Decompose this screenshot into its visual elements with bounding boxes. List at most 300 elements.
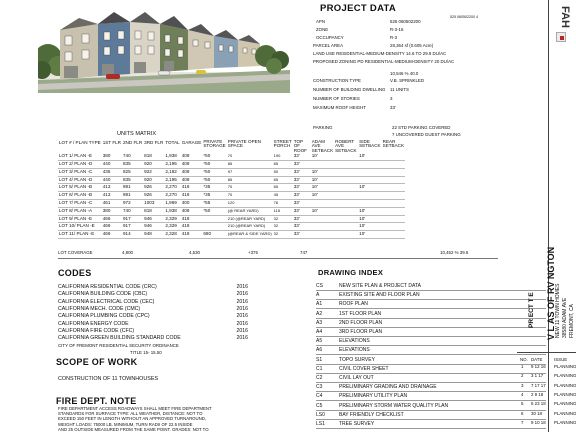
revision-issue: PLANNING — [554, 401, 576, 407]
table-cell: 33' — [293, 215, 300, 221]
table-cell: 408 — [181, 168, 190, 174]
revision-table — [517, 352, 576, 432]
revision-no: 1 — [521, 364, 524, 369]
sheet-title: TREE SURVEY — [339, 421, 375, 427]
table-cell — [334, 192, 358, 200]
sheet-title: PRELIMINARY UTILITY PLAN — [339, 393, 408, 400]
project-sub-3: FREMONT, CA — [569, 304, 575, 338]
table-cell: 10' — [359, 153, 366, 159]
project-name: V L AS OF RV NGTON — [546, 246, 556, 340]
table-cell — [334, 215, 358, 223]
table-cell: 926 — [144, 184, 152, 190]
table-row — [58, 200, 405, 208]
table-cell: 70 — [227, 153, 233, 159]
table-cell — [382, 231, 405, 239]
revision-date: 9 12 16 — [531, 364, 546, 369]
code-name: CALIFORNIA MECH. CODE (CMC) — [58, 305, 141, 312]
table-cell: 408 — [181, 176, 190, 182]
city-ordinance-line-1: CITY OF FREMONT RESIDENTIAL SECURITY ORDINANCE — [58, 343, 179, 348]
sheet-number: C2 — [316, 375, 323, 381]
apn-value-2: 525 060502200 4 — [450, 15, 478, 19]
table-cell: 946 — [144, 215, 152, 221]
sheet-number: S1 — [316, 356, 323, 363]
row-divider — [316, 299, 546, 300]
table-cell: 461 — [102, 200, 111, 205]
construction-type-value: V.B. SPRINKLED — [390, 78, 425, 83]
table-cell: *50 — [203, 161, 211, 167]
table-cell: 10' — [311, 207, 318, 213]
fire-note-line: EXCEED 150 FEET IN LENGTH WITHOUT AN APPROVED TURNAROUND, — [58, 416, 207, 422]
table-cell — [382, 153, 405, 160]
table-cell: 972 — [123, 200, 131, 205]
dwellings-value: 11 UNITS — [390, 87, 409, 92]
table-row — [58, 215, 405, 223]
table-cell: 210 (@REAR YARD) — [227, 223, 266, 229]
revision-no: 5 — [521, 401, 524, 407]
table-cell: 408 — [181, 153, 190, 159]
drawing-index-item — [316, 421, 546, 431]
table-cell: 33' — [293, 223, 300, 229]
table-cell: LOT 8/ PLAN -A — [59, 207, 93, 213]
header-cell: SIDE SETBACK — [359, 139, 381, 149]
table-cell: 32 — [273, 215, 279, 221]
sheet-number: A4 — [316, 329, 323, 335]
codes-title: CODES — [58, 268, 92, 278]
sheet-number: LS0 — [316, 411, 325, 418]
code-year: 2016 — [236, 284, 248, 290]
table-cell: 917 — [123, 215, 131, 221]
table-cell: 948 — [144, 231, 152, 237]
table-cell: 33' — [293, 176, 300, 182]
code-year: 2016 — [236, 305, 248, 312]
header-cell: LOT # / PLAN TYPE — [59, 140, 101, 145]
revision-date: 5 23 18 — [531, 401, 546, 407]
revision-issue: PLANNING — [554, 391, 576, 397]
table-cell — [334, 153, 358, 160]
table-cell — [334, 207, 358, 215]
table-cell — [358, 168, 381, 176]
land-use-line: LAND USE RESIDENTIAL-MEDIUM-DENSITY 14.6 TO 29.9 DU/AC — [313, 51, 447, 56]
table-row — [58, 153, 405, 160]
table-cell: 818 — [144, 207, 152, 213]
table-cell: 33' — [293, 153, 300, 159]
table-cell: *55 — [203, 200, 211, 205]
code-item — [58, 321, 248, 328]
table-cell: 2,329 — [165, 215, 177, 221]
row-divider — [316, 318, 546, 319]
coverage-ratio: 10,452 % 39.6 — [440, 250, 469, 255]
sheet-title: TOPO SURVEY — [339, 356, 375, 363]
code-name: CALIFORNIA ENERGY CODE — [58, 320, 129, 327]
table-cell: 891 — [123, 184, 131, 190]
table-cell: 1003 — [144, 200, 155, 205]
occupancy-value: R-3 — [390, 35, 398, 40]
sheet-title: 2ND FLOOR PLAN — [339, 319, 383, 326]
table-cell: LOT 3/ PLAN -C — [59, 168, 93, 174]
table-cell — [311, 215, 334, 223]
code-item — [58, 299, 248, 306]
table-cell: 400 — [181, 200, 190, 205]
sheet-number: A1 — [316, 301, 323, 308]
table-cell: 10' — [311, 153, 318, 159]
row-divider — [316, 373, 546, 374]
table-cell: 2,195 — [165, 161, 177, 167]
table-cell: 115 — [273, 207, 281, 213]
table-cell: 466 — [102, 223, 111, 229]
code-name: CALIFORNIA GREEN BUILDING STANDARD CODE — [58, 335, 181, 342]
sheet-number: A5 — [316, 338, 323, 345]
table-cell: 33' — [293, 161, 300, 167]
code-year: 2016 — [236, 320, 248, 327]
table-cell: 10' — [359, 231, 366, 237]
table-cell: 70 — [227, 192, 233, 198]
table-cell — [358, 176, 381, 184]
revision-no: 4 — [521, 391, 524, 397]
sheet-title: 1ST FLOOR PLAN — [339, 310, 382, 317]
table-cell — [382, 207, 405, 215]
row-divider — [316, 364, 546, 365]
table-cell: 946 — [144, 223, 152, 229]
table-cell: LOT 1/ PLAN -E — [59, 153, 93, 159]
code-year: 2016 — [236, 327, 248, 334]
coverage-porch: 747 — [300, 250, 308, 255]
project-sub-1: NEW 11 TOWN HOMES — [555, 283, 561, 338]
table-cell: 920 — [144, 161, 152, 167]
table-cell — [382, 184, 405, 192]
table-cell — [382, 200, 405, 208]
table-cell: 825 — [123, 168, 131, 174]
table-cell: 680 — [203, 231, 212, 237]
sheet-title: 3RD FLOOR PLAN — [339, 329, 383, 335]
sheet-number: CS — [316, 283, 323, 289]
header-cell: TOTAL — [165, 140, 180, 145]
table-cell — [334, 176, 358, 184]
table-cell: 914 — [123, 231, 131, 237]
table-cell: (@ REAR YARD) — [227, 207, 259, 213]
table-cell: 466 — [102, 231, 111, 237]
code-item — [58, 284, 248, 291]
sheet-number: C1 — [316, 365, 323, 372]
table-row — [58, 223, 405, 231]
code-name: CALIFORNIA RESIDENTIAL CODE (CRC) — [58, 284, 157, 290]
table-cell: 45 — [273, 192, 279, 198]
code-name: CALIFORNIA ELECTRICAL CODE (CEC) — [58, 298, 155, 305]
code-item — [58, 328, 248, 335]
table-cell: 190 — [273, 153, 281, 159]
table-cell: *50 — [203, 176, 211, 182]
sheet-number: A6 — [316, 347, 323, 354]
table-cell: 413 — [102, 184, 111, 190]
table-cell: 440 — [102, 176, 111, 182]
revision-issue: PLANNING — [554, 373, 576, 379]
revision-date: 9 10 18 — [531, 419, 546, 425]
stories-value: 3 — [390, 96, 393, 101]
project-sub-2: 38580 ADAM AVE — [562, 297, 568, 338]
table-cell — [334, 231, 358, 239]
revision-no: 2 — [521, 373, 524, 379]
header-cell: REAR SETBACK — [382, 139, 405, 149]
row-divider — [316, 290, 546, 291]
table-cell: 740 — [123, 207, 131, 213]
stories-label: NUMBER OF STORIES — [313, 96, 360, 101]
header-cell: PRIVATE STORAGE — [203, 139, 226, 149]
sheet-number: A2 — [316, 310, 323, 317]
code-item — [58, 291, 248, 298]
table-cell: 818 — [144, 153, 152, 159]
revision-no: 6 — [521, 410, 524, 416]
table-cell: 33' — [293, 200, 300, 205]
project-title-block — [520, 160, 576, 350]
units-matrix — [58, 140, 498, 239]
table-cell: 835 — [123, 161, 131, 167]
table-cell: 413 — [102, 192, 111, 198]
revision-date: 2 9 18 — [531, 391, 544, 397]
table-cell: 740 — [123, 153, 131, 159]
table-cell: LOT 6/ PLAN -B — [59, 192, 93, 198]
sheet-title: EXISTING SITE AND FLOOR PLAN — [339, 292, 420, 299]
table-cell: 418 — [181, 231, 190, 237]
sheet-title: NEW SITE PLAN & PROJECT DATA — [339, 283, 421, 289]
table-row — [58, 184, 405, 192]
revision-rows — [517, 364, 576, 432]
scope-text: CONSTRUCTION OF 11 TOWNHOUSES — [58, 376, 159, 382]
header-cell: STREET PORCH — [273, 139, 292, 149]
table-cell: 10' — [311, 176, 318, 182]
parcel-area-value: 28,364 sf (0.605 Acre) — [390, 43, 434, 48]
table-cell: *50 — [203, 168, 211, 174]
table-cell: 2,270 — [165, 192, 177, 198]
header-cell: TOP OF ROOF — [293, 139, 307, 153]
row-divider — [316, 400, 546, 401]
code-item — [58, 313, 248, 320]
sheet-number: C5 — [316, 402, 323, 409]
table-cell: 926 — [144, 192, 152, 198]
table-row — [58, 176, 405, 184]
table-cell: 65 — [273, 176, 279, 182]
project-data-title: PROJECT DATA — [320, 3, 397, 14]
table-cell: 97 — [227, 168, 233, 174]
sheet-title: CIVIL COVER SHEET — [339, 365, 389, 372]
sheet-title: BAY FRIENDLY CHECKLIST — [339, 411, 404, 418]
sheet-number: A — [316, 292, 320, 299]
code-name: CALIFORNIA PLUMBING CODE (CPC) — [58, 313, 150, 320]
table-cell — [334, 223, 358, 231]
sheet-number: C3 — [316, 384, 323, 391]
table-cell — [382, 215, 405, 223]
sheet-number: LS1 — [316, 421, 325, 427]
table-cell — [334, 184, 358, 192]
revision-issue: PLANNING — [554, 410, 576, 416]
table-cell: 33' — [293, 192, 300, 198]
code-name: CALIFORNIA BUILDING CODE (CBC) — [58, 291, 148, 298]
sheet-title: ELEVATIONS — [339, 338, 370, 345]
table-cell: (@REAR & SIDE YARD) — [227, 231, 272, 237]
table-cell: 418 — [181, 184, 190, 190]
firm-logo-accent — [560, 36, 564, 40]
table-cell: 418 — [181, 223, 190, 229]
sheet-title: PRELIMINARY GRADING AND DRAINAGE — [339, 384, 437, 391]
table-cell — [334, 168, 358, 176]
parcel-area-label: PARCEL AREA — [313, 43, 344, 48]
table-cell: 65 — [273, 161, 279, 167]
table-cell: LOT 7/ PLAN -C — [59, 200, 93, 205]
table-cell — [382, 176, 405, 184]
table-cell: 920 — [144, 176, 152, 182]
table-cell: 2,270 — [165, 184, 177, 190]
table-cell: 2,182 — [165, 168, 177, 174]
city-ordinance-line-2: TITLE 15- 15.50 — [130, 350, 162, 355]
table-cell: 2,329 — [165, 223, 177, 229]
fire-note-line: AND 25 OUTSIDE MEASURED FROM THE SAME POINT. GRADES: NOT TO — [58, 426, 209, 432]
project-rendering — [38, 0, 290, 93]
table-cell — [202, 223, 226, 231]
coverage-storage: +375 — [248, 250, 258, 255]
table-cell: LOT 2/ PLAN -D — [59, 161, 93, 167]
table-cell: *35 — [203, 184, 211, 190]
code-year: 2016 — [236, 298, 248, 305]
table-row — [58, 231, 405, 239]
table-cell: 2,328 — [165, 231, 177, 237]
table-cell — [358, 192, 381, 200]
coverage-ratio-value: 10,546 % 40.0 — [390, 71, 419, 76]
table-row — [58, 168, 405, 176]
parking-value-1: 22 STD PARKING COVERED — [392, 125, 451, 130]
revision-date: 7 17 17 — [531, 382, 546, 388]
table-cell: 10' — [359, 215, 366, 221]
table-cell: 33' — [293, 231, 300, 237]
header-cell: ADAM AVE SETBACK — [311, 139, 334, 153]
table-cell: 32 — [273, 223, 279, 229]
table-cell: 65 — [273, 184, 279, 190]
firm-logo — [555, 6, 573, 46]
revision-issue: PLANNING — [554, 382, 576, 388]
townhouse-rendering-image — [38, 0, 290, 93]
table-cell: 76 — [273, 200, 279, 205]
apn-value: 525 060502200 — [390, 19, 421, 24]
table-row — [58, 207, 405, 215]
table-cell: 408 — [181, 207, 190, 213]
drawing-index-list — [316, 283, 548, 432]
table-cell: 85 — [227, 161, 233, 167]
coverage-divider — [58, 258, 498, 259]
rev-header-date: DATE — [531, 357, 543, 362]
table-cell — [358, 200, 381, 208]
sheet-title: CIVIL LAY OUT — [339, 375, 374, 381]
proposed-zoning-line: PROPOSED ZONING PD RESIDENTIAL-MEDIUM-DENSITY 20 DU/AC — [313, 59, 455, 64]
row-divider — [316, 391, 546, 392]
fire-note-line: WEIGHT LOADS: 75000 LB. MINIMUM, TURN RADII OF 22.5 INSIDE — [58, 421, 193, 427]
coverage-total: 4,530 — [189, 250, 200, 255]
table-cell: 2,195 — [165, 176, 177, 182]
codes-list — [58, 284, 248, 344]
row-divider — [316, 336, 546, 337]
sheet-title: ROOF PLAN — [339, 301, 368, 308]
table-cell: LOT 4/ PLAN -D — [59, 176, 93, 182]
table-cell: 1,969 — [165, 200, 177, 205]
table-cell: 10' — [311, 168, 318, 174]
header-cell: 1ST FLR — [102, 140, 121, 145]
table-cell: 10' — [359, 184, 366, 190]
lot-coverage-label: LOT COVERAGE — [58, 250, 93, 255]
table-cell: 1,938 — [165, 207, 177, 213]
table-cell — [382, 192, 405, 200]
firm-logo-mark — [556, 32, 566, 42]
table-cell — [382, 168, 405, 176]
revision-issue: PLANNING — [554, 364, 576, 369]
code-name: CALIFORNIA FIRE CODE (CFC) — [58, 327, 135, 334]
table-cell — [334, 161, 358, 169]
code-item — [58, 306, 248, 313]
table-cell: 418 — [181, 192, 190, 198]
table-cell: LOT 9/ PLAN -E — [59, 215, 93, 221]
header-cell: 3RD FLR — [144, 140, 164, 145]
row-divider — [316, 308, 546, 309]
row-divider — [316, 345, 546, 346]
table-cell: 210 (@REAR YARD) — [227, 215, 266, 221]
table-cell: 1,938 — [165, 153, 177, 159]
code-item — [58, 335, 248, 342]
header-cell: GARAGE — [181, 140, 202, 145]
table-row — [58, 192, 405, 200]
row-divider — [316, 428, 546, 429]
table-cell: 50 — [273, 168, 279, 174]
roof-height-label: MAXIMUM ROOF HEIGHT — [313, 105, 366, 110]
sheet-title: PRELIMINARY STORM WATER QUALITY PLAN — [339, 402, 449, 409]
table-cell — [311, 223, 334, 231]
row-divider — [316, 354, 546, 355]
table-cell: 835 — [123, 176, 131, 182]
table-cell: 10' — [359, 223, 366, 229]
table-cell — [382, 161, 405, 169]
row-divider — [316, 410, 546, 411]
header-cell: PRIVATE OPEN SPACE — [227, 139, 262, 149]
table-cell: 32 — [273, 231, 279, 237]
sheet-number: A3 — [316, 319, 323, 326]
fire-note-title: FIRE DEPT. NOTE — [56, 396, 137, 406]
revision-no: 7 — [521, 419, 524, 425]
table-cell: 10' — [311, 184, 318, 190]
units-matrix-header-row — [58, 140, 405, 153]
code-year: 2016 — [236, 335, 248, 342]
table-cell: *50 — [203, 153, 211, 159]
header-cell: ROBERT AVE SETBACK — [335, 139, 357, 153]
table-cell: 33' — [293, 168, 300, 174]
zone-label: ZONE — [316, 27, 329, 32]
table-row — [58, 161, 405, 169]
table-cell — [311, 161, 334, 169]
table-cell: 85 — [227, 176, 233, 182]
row-divider — [316, 419, 546, 420]
table-cell — [202, 215, 226, 223]
table-cell: 10' — [311, 192, 318, 198]
fire-note-line: STANDARDS FOR SURFACE TYPE: ALL WEATHER, DISTANCE: NOT TO — [58, 411, 203, 417]
table-cell: 120 — [227, 200, 235, 205]
revision-no: 3 — [521, 382, 524, 388]
parking-label: PARKING — [313, 125, 333, 130]
apn-label: APN — [316, 19, 326, 24]
rev-header-issue: ISSUE — [554, 357, 568, 362]
table-cell: 33' — [293, 207, 300, 213]
revision-issue: PLANNING — [554, 419, 576, 425]
zone-value: R-3-16 — [390, 27, 404, 32]
table-cell — [311, 200, 334, 208]
revision-date: 3 1 17 — [531, 373, 544, 379]
table-cell: 435 — [102, 168, 111, 174]
firm-name: FAH — [559, 6, 571, 28]
table-cell: 418 — [181, 215, 190, 221]
parking-value-2: 7 UNCOVERED GUEST PARKING — [392, 132, 461, 137]
table-cell: LOT 5/ PLAN -B — [59, 184, 93, 190]
